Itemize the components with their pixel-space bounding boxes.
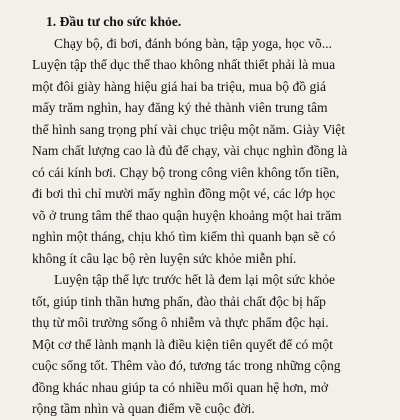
paragraph-line: thể hình sang trọng phí vài chục triệu một năm. Giày Việt	[32, 121, 346, 137]
paragraph-line: tốt, giúp tinh thần hưng phấn, đào thải chất độc bị hấp	[32, 293, 326, 309]
paragraph-line: Chạy bộ, đi bơi, đánh bóng bàn, tập yoga, học võ...	[54, 35, 332, 51]
paragraph-line: nghìn một tháng, chịu khó tìm kiếm thì quanh bạn sẽ có	[32, 229, 336, 244]
section-heading: 1. Đầu tư cho sức khỏe.	[46, 14, 182, 29]
paragraph-line: Nam chất lượng cao là đủ để chạy, vài chục nghìn đồng là	[32, 143, 348, 158]
paragraph-line: Luyện tập thể lực trước hết là đem lại một sức khỏe	[54, 272, 336, 287]
paragraph-line: không ít câu lạc bộ rèn luyện sức khỏe miễn phí.	[32, 250, 297, 266]
paragraph-line: Luyện tập thể dục thể thao không nhất thiết phải là mua	[32, 57, 336, 72]
paragraph-2	[32, 269, 386, 420]
paragraph-line: võ ở trung tâm thể thao quận huyện khoảng một hai trăm	[32, 207, 342, 223]
paragraph-line: một đôi giày hàng hiệu giá hai ba triệu, mua bộ đồ giá	[32, 78, 327, 94]
paragraph-line: đồng khác nhau giúp ta có nhiều mối quan hệ hơn, mở	[32, 379, 329, 395]
paragraph-line: có cái kính bơi. Chạy bộ trong công viên không tốn tiền,	[32, 164, 340, 180]
paragraph-line: rộng tầm nhìn và quan điểm về cuộc đời.	[32, 401, 255, 416]
paragraph-line: cuộc sống tốt. Thêm vào đó, tương tác trong những cộng	[32, 358, 341, 373]
paragraph-line: mấy trăm nghìn, hay đăng ký thẻ thành viên trung tâm	[32, 100, 328, 115]
paragraph-1	[32, 33, 386, 270]
paragraph-line: thụ từ môi trường sống ô nhiễm và thực phẩm độc hại.	[32, 315, 329, 330]
paragraph-line: Một cơ thể lành mạnh là điều kiện tiên quyết để có một	[32, 336, 333, 352]
paragraph-line: đi bơi thì chỉ mười mấy nghìn đồng một vé, các lớp học	[32, 186, 336, 201]
